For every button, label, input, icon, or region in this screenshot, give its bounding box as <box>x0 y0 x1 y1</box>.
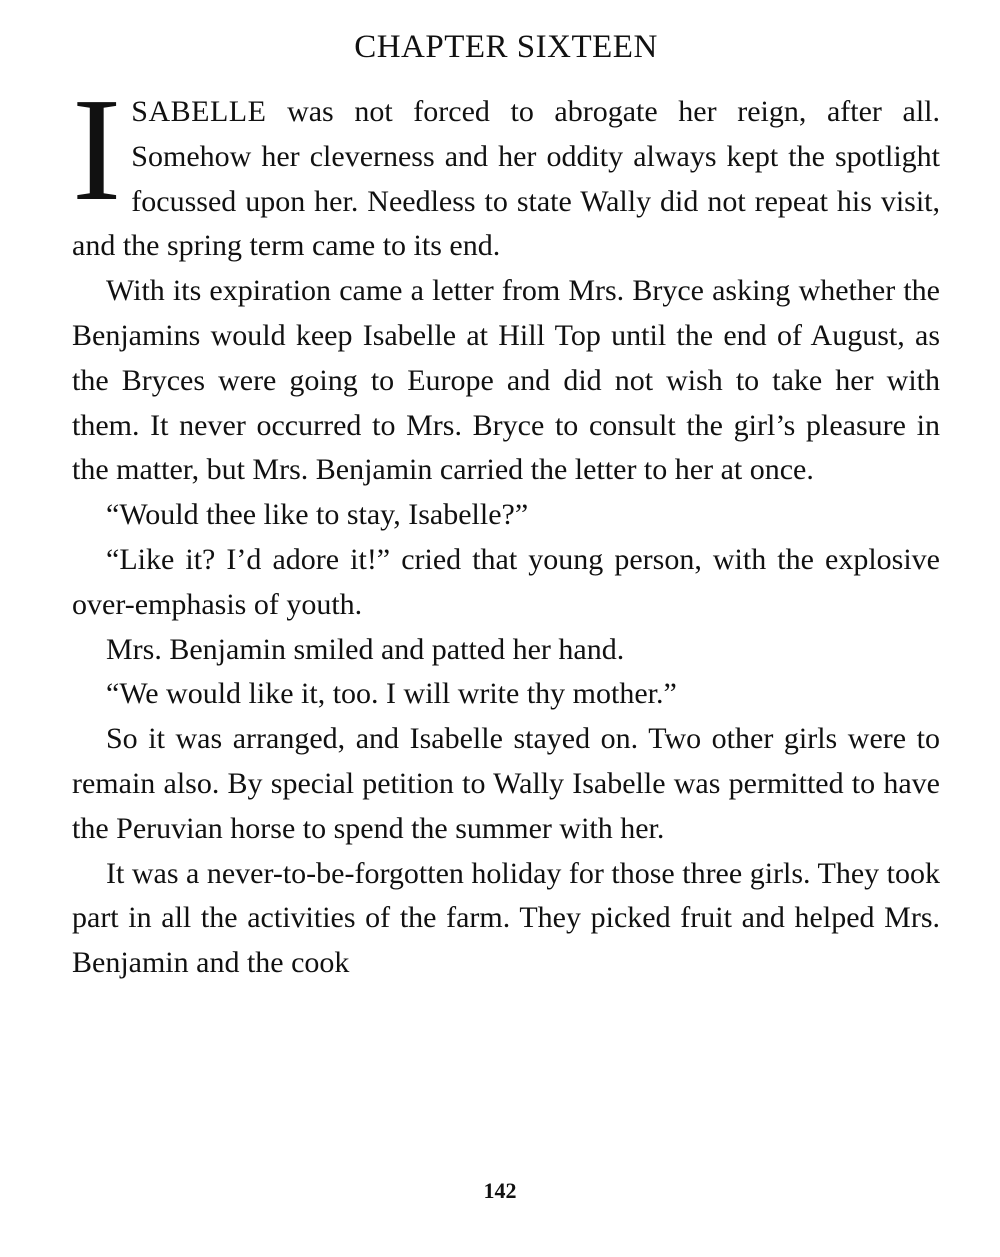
paragraph-7: So it was arranged, and Isabelle stayed on. Two other girls were to remain also. By special petition to Wally Isabelle was permitted to have the Peruvian horse to spend the summer with her. <box>72 722 940 845</box>
paragraph-2: With its expiration came a letter from Mrs. Bryce asking whether the Benjamins would keep Isabelle at Hill Top until the end of August, as the Bryces were going to Europe and did not wish to take her with them. It never occurred to Mrs. Bryce to consult the girl’s pleasure in the matter, but Mrs. Benjamin carried the letter to her at once. <box>72 274 940 487</box>
drop-cap: I <box>72 68 122 232</box>
first-word-rest: SABELLE <box>131 95 267 128</box>
paragraph-1-text: was not forced to abrogate her reign, after all. Somehow her cleverness and her oddity always kept the spotlight focussed upon her. Needless to state Wally did not repeat his visit, and the spring term came to its end. <box>72 95 940 263</box>
paragraph-6: “We would like it, too. I will write thy mother.” <box>106 677 677 711</box>
paragraph-4: “Like it? I’d adore it!” cried that young person, with the explosive over-emphasis of youth. <box>72 542 940 621</box>
paragraph-5: Mrs. Benjamin smiled and patted her hand. <box>106 632 625 666</box>
paragraph-8: It was a never-to-be-forgotten holiday for those three girls. They took part in all the activities of the farm. They picked fruit and helped Mrs. Benjamin and the cook <box>72 856 940 980</box>
page-number: 142 <box>483 1178 517 1203</box>
paragraph-3: “Would thee like to stay, Isabelle?” <box>106 498 529 532</box>
paragraph-1 <box>72 68 940 269</box>
chapter-title: CHAPTER SIXTEEN <box>354 29 658 65</box>
book-page <box>72 22 940 986</box>
